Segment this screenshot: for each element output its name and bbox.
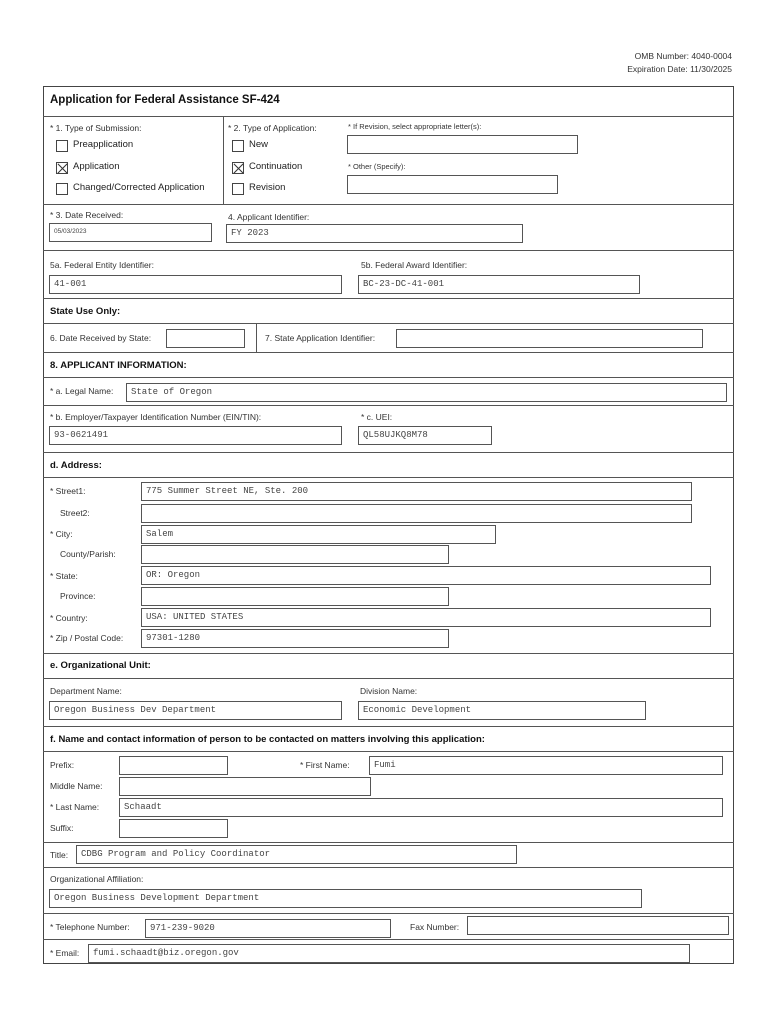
divider <box>43 867 734 868</box>
prefix-label: Prefix: <box>50 760 75 770</box>
state-use-only-heading: State Use Only: <box>50 306 121 317</box>
omb-header <box>627 50 732 76</box>
province-label: Province: <box>60 591 96 601</box>
divider <box>43 653 734 654</box>
department-name-label: Department Name: <box>50 686 122 696</box>
fax-input[interactable] <box>467 916 729 935</box>
preapplication-checkbox[interactable] <box>56 140 68 152</box>
division-name-input[interactable]: Economic Development <box>358 701 646 720</box>
affiliation-input[interactable]: Oregon Business Development Department <box>49 889 642 908</box>
applicant-identifier-label: 4. Applicant Identifier: <box>228 212 310 222</box>
title-label: Title: <box>50 850 69 860</box>
divider <box>43 298 734 299</box>
divider <box>43 452 734 453</box>
middle-name-input[interactable] <box>119 777 371 796</box>
application-type-label: * 2. Type of Application: <box>228 123 317 133</box>
divider <box>43 405 734 406</box>
federal-entity-identifier-label: 5a. Federal Entity Identifier: <box>50 260 154 270</box>
revision-checkbox[interactable] <box>232 183 244 195</box>
revision-label: Revision <box>249 182 286 193</box>
preapplication-label: Preapplication <box>73 139 134 150</box>
email-input[interactable]: fumi.schaadt@biz.oregon.gov <box>88 944 690 963</box>
divider <box>256 323 257 352</box>
city-input[interactable]: Salem <box>141 525 496 544</box>
revision-letter-input[interactable] <box>347 135 578 154</box>
email-label: * Email: <box>50 948 80 958</box>
divider <box>43 751 734 752</box>
zip-label: * Zip / Postal Code: <box>50 633 124 643</box>
ein-label: * b. Employer/Taxpayer Identification Number (EIN/TIN): <box>50 412 262 422</box>
street2-label: Street2: <box>60 508 90 518</box>
date-received-label: * 3. Date Received: <box>50 210 124 220</box>
expiration-date: Expiration Date: 11/30/2025 <box>627 64 732 74</box>
other-specify-input[interactable] <box>347 175 558 194</box>
divider <box>223 116 224 204</box>
address-heading: d. Address: <box>50 460 102 471</box>
street1-input[interactable]: 775 Summer Street NE, Ste. 200 <box>141 482 692 501</box>
country-label: * Country: <box>50 613 88 623</box>
division-name-label: Division Name: <box>360 686 418 696</box>
street1-label: * Street1: <box>50 486 86 496</box>
date-received-by-state-input[interactable] <box>166 329 245 348</box>
divider <box>43 726 734 727</box>
changed-corrected-checkbox[interactable] <box>56 183 68 195</box>
county-input[interactable] <box>141 545 449 564</box>
revision-letter-label: * If Revision, select appropriate letter(s): <box>348 122 482 131</box>
contact-heading: f. Name and contact information of person to be contacted on matters involving this application: <box>50 734 485 745</box>
state-application-identifier-input[interactable] <box>396 329 703 348</box>
first-name-label: * First Name: <box>300 760 350 770</box>
omb-number: OMB Number: 4040-0004 <box>634 51 732 61</box>
ein-input[interactable]: 93-0621491 <box>49 426 342 445</box>
street2-input[interactable] <box>141 504 692 523</box>
form-title: Application for Federal Assistance SF-424 <box>50 94 280 106</box>
applicant-information-heading: 8. APPLICANT INFORMATION: <box>50 360 187 371</box>
telephone-label: * Telephone Number: <box>50 922 130 932</box>
zip-input[interactable]: 97301-1280 <box>141 629 449 648</box>
divider <box>43 939 734 940</box>
divider <box>43 377 734 378</box>
divider <box>43 323 734 324</box>
province-input[interactable] <box>141 587 449 606</box>
divider <box>43 678 734 679</box>
divider <box>43 116 734 117</box>
suffix-input[interactable] <box>119 819 228 838</box>
city-label: * City: <box>50 529 73 539</box>
application-checkbox[interactable] <box>56 162 68 174</box>
federal-award-identifier-input[interactable]: BC-23-DC-41-001 <box>358 275 640 294</box>
new-checkbox[interactable] <box>232 140 244 152</box>
continuation-label: Continuation <box>249 161 303 172</box>
divider <box>43 250 734 251</box>
affiliation-label: Organizational Affiliation: <box>50 874 144 884</box>
divider <box>43 477 734 478</box>
last-name-input[interactable]: Schaadt <box>119 798 723 817</box>
state-label: * State: <box>50 571 78 581</box>
title-input[interactable]: CDBG Program and Policy Coordinator <box>76 845 517 864</box>
telephone-input[interactable]: 971-239-9020 <box>145 919 391 938</box>
applicant-identifier-input[interactable]: FY 2023 <box>226 224 523 243</box>
new-label: New <box>249 139 269 150</box>
federal-entity-identifier-input[interactable]: 41-001 <box>49 275 342 294</box>
county-label: County/Parish: <box>60 549 116 559</box>
country-select[interactable]: USA: UNITED STATES <box>141 608 711 627</box>
legal-name-label: * a. Legal Name: <box>50 386 114 396</box>
last-name-label: * Last Name: <box>50 802 100 812</box>
legal-name-input[interactable]: State of Oregon <box>126 383 727 402</box>
state-select[interactable]: OR: Oregon <box>141 566 711 585</box>
fax-label: Fax Number: <box>410 922 460 932</box>
state-application-identifier-label: 7. State Application Identifier: <box>265 333 376 343</box>
divider <box>43 913 734 914</box>
prefix-input[interactable] <box>119 756 228 775</box>
divider <box>43 204 734 205</box>
divider <box>43 842 734 843</box>
middle-name-label: Middle Name: <box>50 781 103 791</box>
organizational-unit-heading: e. Organizational Unit: <box>50 660 151 671</box>
uei-input[interactable]: QL58UJKQ8M78 <box>358 426 492 445</box>
first-name-input[interactable]: Fumi <box>369 756 723 775</box>
divider <box>43 352 734 353</box>
suffix-label: Suffix: <box>50 823 74 833</box>
changed-corrected-label: Changed/Corrected Application <box>73 182 205 193</box>
continuation-checkbox[interactable] <box>232 162 244 174</box>
department-name-input[interactable]: Oregon Business Dev Department <box>49 701 342 720</box>
federal-award-identifier-label: 5b. Federal Award Identifier: <box>361 260 468 270</box>
date-received-by-state-label: 6. Date Received by State: <box>50 333 152 343</box>
uei-label: * c. UEI: <box>361 412 393 422</box>
submission-type-label: * 1. Type of Submission: <box>50 123 142 133</box>
application-label: Application <box>73 161 120 172</box>
date-received-input[interactable]: 05/03/2023 <box>49 223 212 242</box>
other-specify-label: * Other (Specify): <box>348 162 406 171</box>
